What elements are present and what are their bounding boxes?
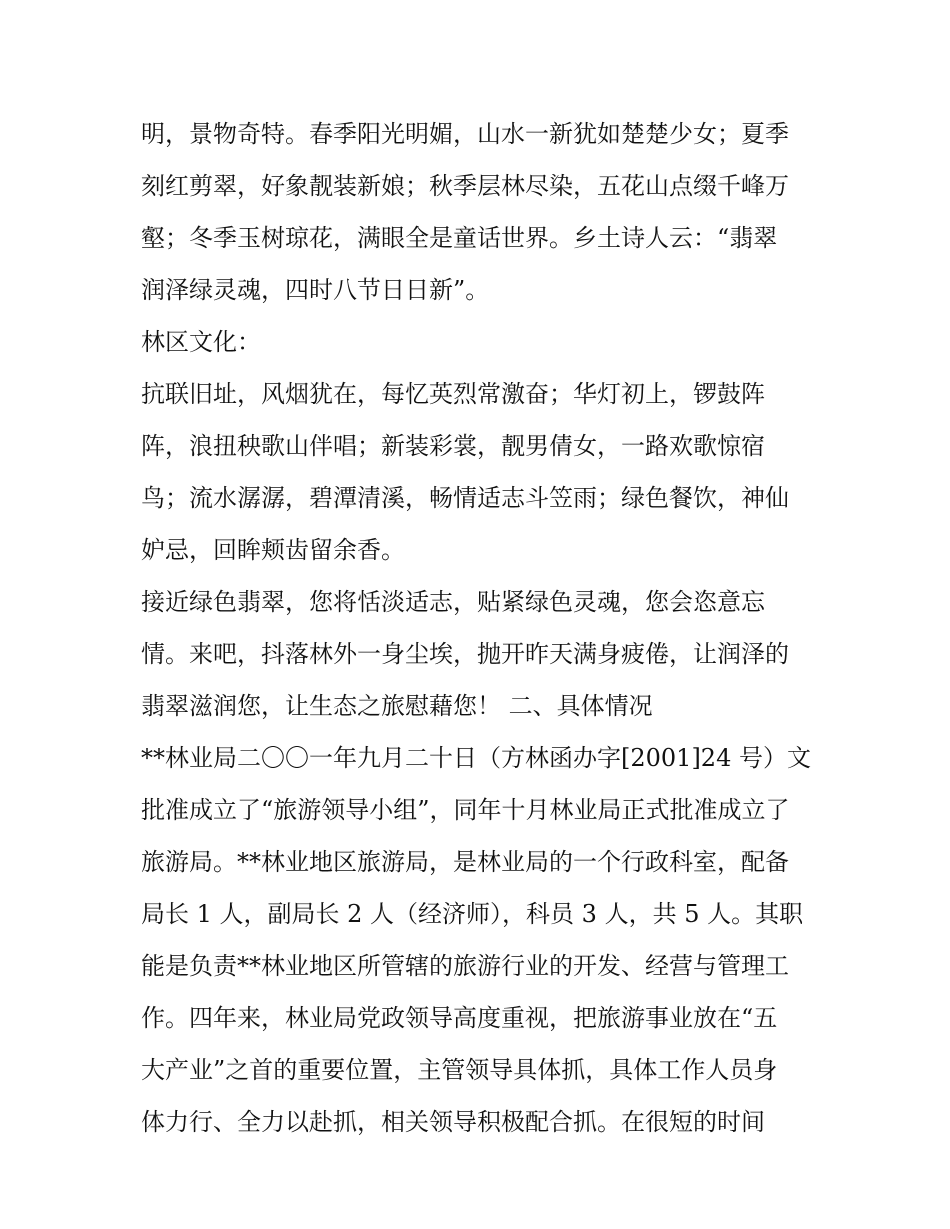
text-line-2: 刻红剪翠，好象靓装新娘；秋季层林尽染，五花山点缀千峰万 bbox=[141, 172, 789, 200]
section-heading-forest-culture: 林区文化： bbox=[141, 328, 261, 356]
text-line-13: **林业局二〇〇一年九月二十日（方林函办字[2001]24 号）文 bbox=[141, 744, 811, 772]
text-line-18: 作。四年来，林业局党政领导高度重视，把旅游事业放在“五 bbox=[141, 1004, 778, 1032]
text-line-15: 旅游局。**林业地区旅游局，是林业局的一个行政科室，配备 bbox=[141, 848, 789, 876]
document-body bbox=[141, 108, 821, 1148]
text-line-17: 能是负责**林业地区所管辖的旅游行业的开发、经营与管理工 bbox=[141, 952, 789, 980]
text-line-14: 批准成立了“旅游领导小组”，同年十月林业局正式批准成立了 bbox=[141, 796, 790, 824]
text-line-4: 润泽绿灵魂，四时八节日日新”。 bbox=[141, 276, 490, 304]
text-line-1: 明，景物奇特。春季阳光明媚，山水一新犹如楚楚少女；夏季 bbox=[141, 120, 789, 148]
text-line-19: 大产业”之首的重要位置，主管领导具体抓，具体工作人员身 bbox=[141, 1056, 778, 1084]
text-line-8: 鸟；流水潺潺，碧潭清溪，畅情适志斗笠雨；绿色餐饮，神仙 bbox=[141, 484, 789, 512]
text-line-16: 局长 1 人，副局长 2 人（经济师），科员 3 人，共 5 人。其职 bbox=[141, 900, 804, 928]
text-line-20: 体力行、全力以赴抓，相关领导积极配合抓。在很短的时间 bbox=[141, 1108, 765, 1136]
text-line-3: 壑；冬季玉树琼花，满眼全是童话世界。乡土诗人云：“翡翠 bbox=[141, 224, 778, 252]
text-line-10: 接近绿色翡翠，您将恬淡适志，贴紧绿色灵魂，您会恣意忘 bbox=[141, 588, 765, 616]
text-line-12: 翡翠滋润您，让生态之旅慰藉您！ 二、具体情况 bbox=[141, 692, 653, 720]
text-line-7: 阵，浪扭秧歌山伴唱；新装彩裳，靓男倩女，一路欢歌惊宿 bbox=[141, 432, 765, 460]
text-line-11: 情。来吧，抖落林外一身尘埃，抛开昨天满身疲倦，让润泽的 bbox=[141, 640, 789, 668]
text-line-6: 抗联旧址，风烟犹在，每忆英烈常激奋；华灯初上，锣鼓阵 bbox=[141, 380, 765, 408]
text-line-9: 妒忌，回眸颊齿留余香。 bbox=[141, 536, 405, 564]
